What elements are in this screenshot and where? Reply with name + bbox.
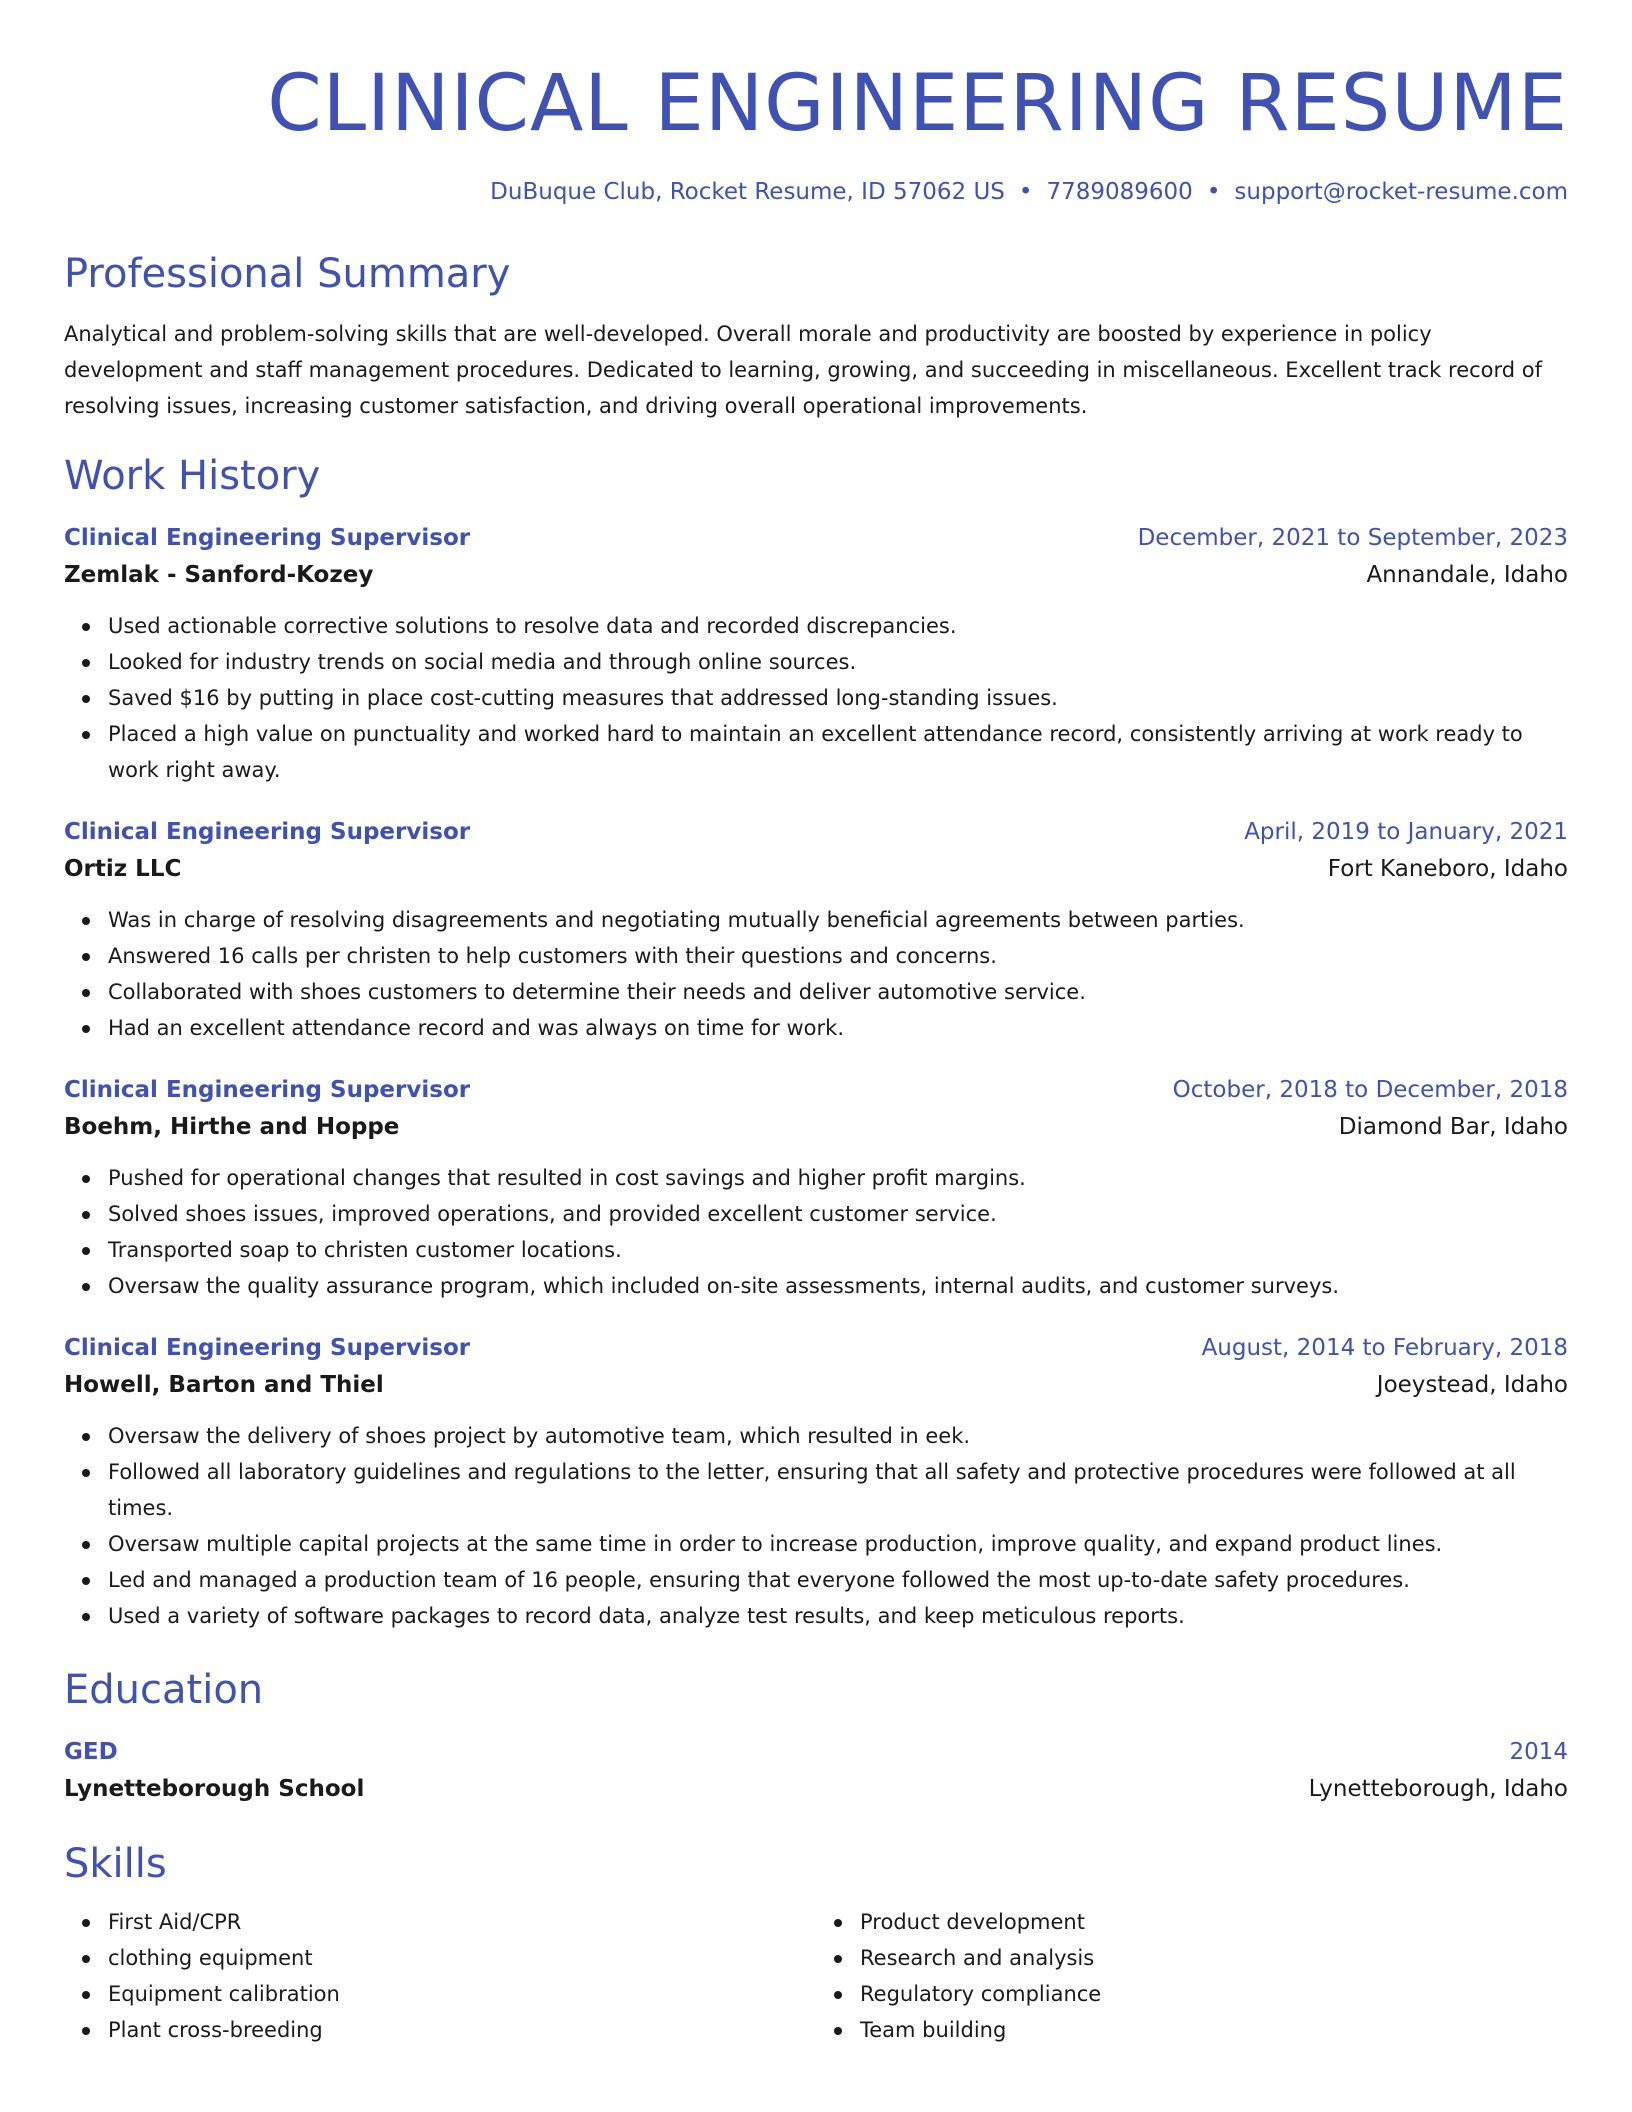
job-bullets [64,902,1568,1046]
separator-dot: • [1018,179,1033,205]
skill-item: Product development [860,1904,1568,1940]
skills-heading: Skills [64,1841,167,1887]
list-item: Pushed for operational changes that resulted in cost savings and higher profit margins. [108,1160,1568,1196]
skills-column-right [816,1904,1568,2048]
graduation-year: 2014 [1509,1739,1568,1765]
list-item: Saved $16 by putting in place cost-cutting measures that addressed long-standing issues. [108,680,1568,716]
list-item: Led and managed a production team of 16 people, ensuring that everyone followed the most up-to-date safety procedures. [108,1562,1568,1598]
resume-title: CLINICAL ENGINEERING RESUME [267,59,1568,149]
job-entry [64,814,1568,1046]
list-item: Had an excellent attendance record and was always on time for work. [108,1010,1568,1046]
job-title: Clinical Engineering Supervisor [64,525,471,551]
school-name: Lynetteborough School [64,1776,365,1802]
education-entry [64,1734,1568,1808]
list-item: Followed all laboratory guidelines and regulations to the letter, ensuring that all safety and protective procedures were followed at all times. [108,1454,1568,1526]
skill-item: Plant cross-breeding [108,2012,816,2048]
job-dates: October, 2018 to December, 2018 [1172,1077,1568,1103]
list-item: Oversaw the quality assurance program, which included on-site assessments, internal audits, and customer surveys. [108,1268,1568,1304]
skill-item: Research and analysis [860,1940,1568,1976]
work-history-heading: Work History [64,453,321,499]
job-title: Clinical Engineering Supervisor [64,1077,471,1103]
skills-column-left [64,1904,816,2048]
job-location: Annandale, Idaho [1366,562,1568,588]
job-location: Joeystead, Idaho [1376,1372,1568,1398]
skill-item: Regulatory compliance [860,1976,1568,2012]
list-item: Oversaw multiple capital projects at the same time in order to increase production, improve quality, and expand product lines. [108,1526,1568,1562]
skill-item: clothing equipment [108,1940,816,1976]
job-title: Clinical Engineering Supervisor [64,1335,471,1361]
company-name: Howell, Barton and Thiel [64,1372,384,1398]
contact-phone: 7789089600 [1046,179,1193,205]
skill-item: Equipment calibration [108,1976,816,2012]
job-entry [64,1072,1568,1304]
job-dates: August, 2014 to February, 2018 [1201,1335,1568,1361]
skill-item: Team building [860,2012,1568,2048]
list-item: Oversaw the delivery of shoes project by automotive team, which resulted in eek. [108,1418,1568,1454]
school-location: Lynetteborough, Idaho [1308,1776,1568,1802]
education-heading: Education [64,1667,264,1713]
list-item: Used a variety of software packages to record data, analyze test results, and keep meticulous reports. [108,1598,1568,1634]
job-bullets [64,1418,1568,1634]
resume-page [64,0,1568,2048]
job-bullets [64,1160,1568,1304]
job-location: Diamond Bar, Idaho [1338,1114,1568,1140]
company-name: Zemlak - Sanford-Kozey [64,562,374,588]
list-item: Collaborated with shoes customers to determine their needs and deliver automotive service. [108,974,1568,1010]
degree: GED [64,1739,118,1765]
contact-line [64,176,1568,208]
list-item: Placed a high value on punctuality and worked hard to maintain an excellent attendance record, consistently arriving at work ready to work right away. [108,716,1568,788]
company-name: Boehm, Hirthe and Hoppe [64,1114,400,1140]
list-item: Looked for industry trends on social media and through online sources. [108,644,1568,680]
company-name: Ortiz LLC [64,856,182,882]
list-item: Was in charge of resolving disagreements and negotiating mutually beneficial agreements between parties. [108,902,1568,938]
separator-dot: • [1206,179,1221,205]
job-title: Clinical Engineering Supervisor [64,819,471,845]
job-location: Fort Kaneboro, Idaho [1327,856,1568,882]
job-entry [64,1330,1568,1634]
contact-email: support@rocket-resume.com [1234,179,1568,205]
summary-text: Analytical and problem-solving skills that are well-developed. Overall morale and productivity are boosted by experience in policy development and staff management procedures. Dedicated to learning, growing, and succeeding in miscellaneous. Excellent track record of resolving issues, increasing customer satisfaction, and driving overall operational improvements. [64,322,1543,418]
job-entry [64,520,1568,788]
job-bullets [64,608,1568,788]
job-dates: April, 2019 to January, 2021 [1244,819,1568,845]
list-item: Answered 16 calls per christen to help customers with their questions and concerns. [108,938,1568,974]
list-item: Transported soap to christen customer locations. [108,1232,1568,1268]
summary-heading: Professional Summary [64,251,511,297]
list-item: Used actionable corrective solutions to resolve data and recorded discrepancies. [108,608,1568,644]
contact-address: DuBuque Club, Rocket Resume, ID 57062 US [490,179,1005,205]
list-item: Solved shoes issues, improved operations, and provided excellent customer service. [108,1196,1568,1232]
skill-item: First Aid/CPR [108,1904,816,1940]
job-dates: December, 2021 to September, 2023 [1137,525,1568,551]
skills-list [64,1904,1568,2048]
